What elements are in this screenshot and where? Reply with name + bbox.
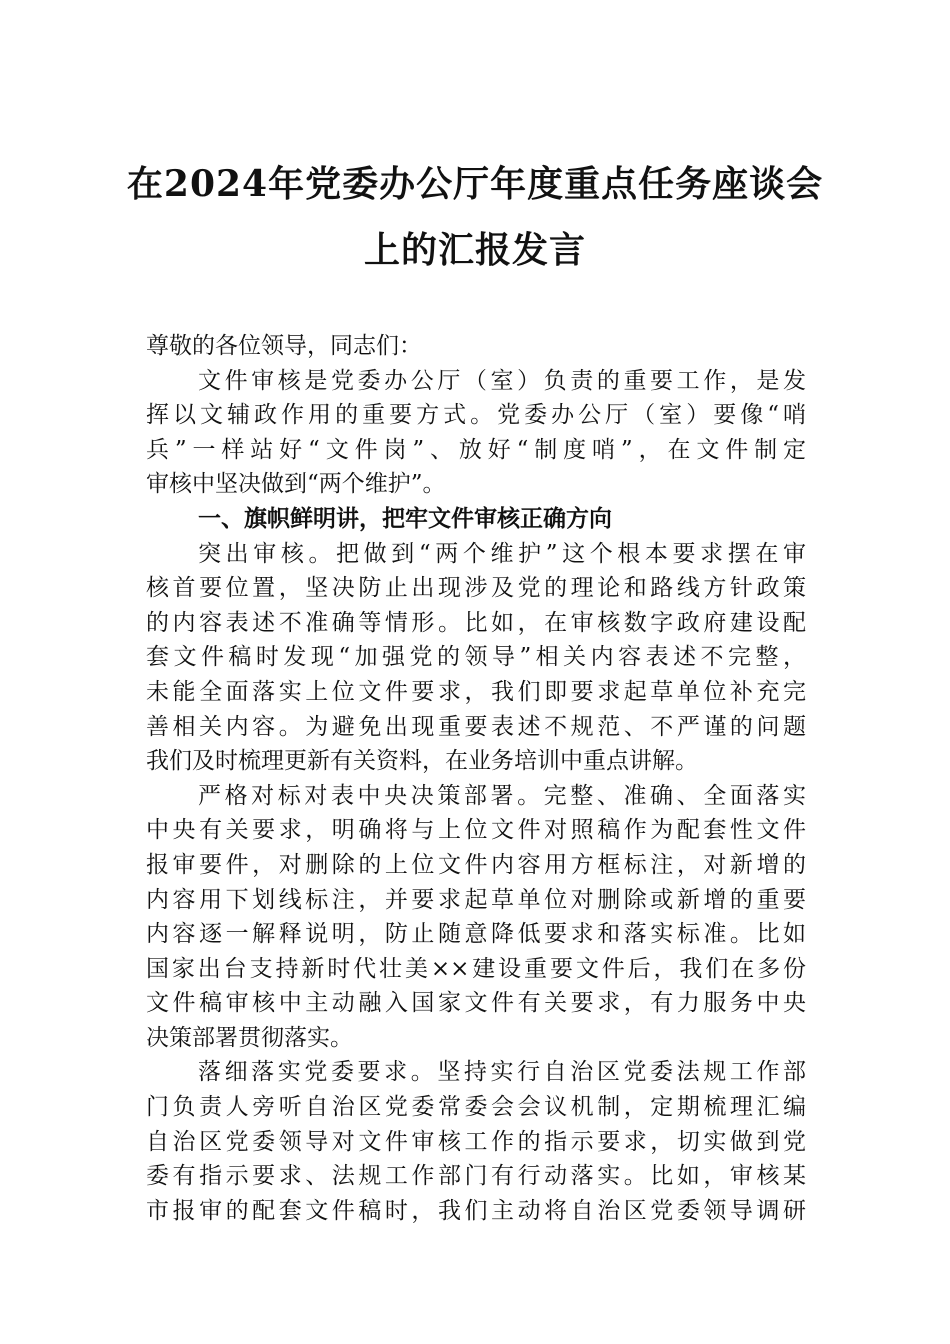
body-line: 核首要位置，坚决防止出现涉及党的理论和路线方针政策 (146, 575, 806, 602)
body-line: 报审要件，对删除的上位文件内容用方框标注，对新增的 (146, 851, 806, 878)
document-title-line-1: 在2024年党委办公厅年度重点任务座谈会 (126, 163, 824, 205)
body-line: 落细落实党委要求。坚持实行自治区党委法规工作部 (198, 1059, 806, 1086)
body-line: 自治区党委领导对文件审核工作的指示要求，切实做到党 (146, 1128, 806, 1155)
body-line: 内容用下划线标注，并要求起草单位对删除或新增的重要 (146, 886, 806, 913)
body-line: 委有指示要求、法规工作部门有行动落实。比如，审核某 (146, 1163, 806, 1190)
body-line: 市报审的配套文件稿时，我们主动将自治区党委领导调研 (146, 1197, 806, 1224)
body-line: 文件审核是党委办公厅（室）负责的重要工作，是发 (198, 367, 806, 394)
body-line: 未能全面落实上位文件要求，我们即要求起草单位补充完 (146, 678, 806, 705)
body-line: 决策部署贯彻落实。 (146, 1024, 353, 1051)
body-line: 中央有关要求，明确将与上位文件对照稿作为配套性文件 (146, 817, 806, 844)
body-line: 挥以文辅政作用的重要方式。党委办公厅（室）要像“哨 (146, 402, 806, 429)
document-title-line-2: 上的汇报发言 (363, 229, 586, 271)
body-line: 内容逐一解释说明，防止随意降低要求和落实标准。比如 (146, 921, 806, 948)
section-heading: 一、旗帜鲜明讲，把牢文件审核正确方向 (198, 505, 612, 532)
body-line: 门负责人旁听自治区党委常委会会议机制，定期梳理汇编 (146, 1094, 806, 1121)
body-line: 善相关内容。为避免出现重要表述不规范、不严谨的问题 (146, 713, 806, 740)
salutation: 尊敬的各位领导，同志们： (146, 333, 422, 359)
body-line: 的内容表述不准确等情形。比如，在审核数字政府建设配 (146, 609, 806, 636)
body-line: 套文件稿时发现“加强党的领导”相关内容表述不完整， (146, 644, 806, 671)
body-line: 我们及时梳理更新有关资料，在业务培训中重点讲解。 (146, 748, 698, 775)
document-body (146, 329, 806, 1228)
body-line: 国家出台支持新时代壮美××建设重要文件后，我们在多份 (146, 955, 806, 982)
body-line: 突出审核。把做到“两个维护”这个根本要求摆在审 (198, 540, 806, 567)
body-line: 兵”一样站好“文件岗”、放好“制度哨”，在文件制定 (146, 436, 806, 463)
body-line: 严格对标对表中央决策部署。完整、准确、全面落实 (198, 782, 806, 809)
body-line: 审核中坚决做到“两个维护”。 (146, 471, 446, 498)
body-line: 文件稿审核中主动融入国家文件有关要求，有力服务中央 (146, 990, 806, 1017)
